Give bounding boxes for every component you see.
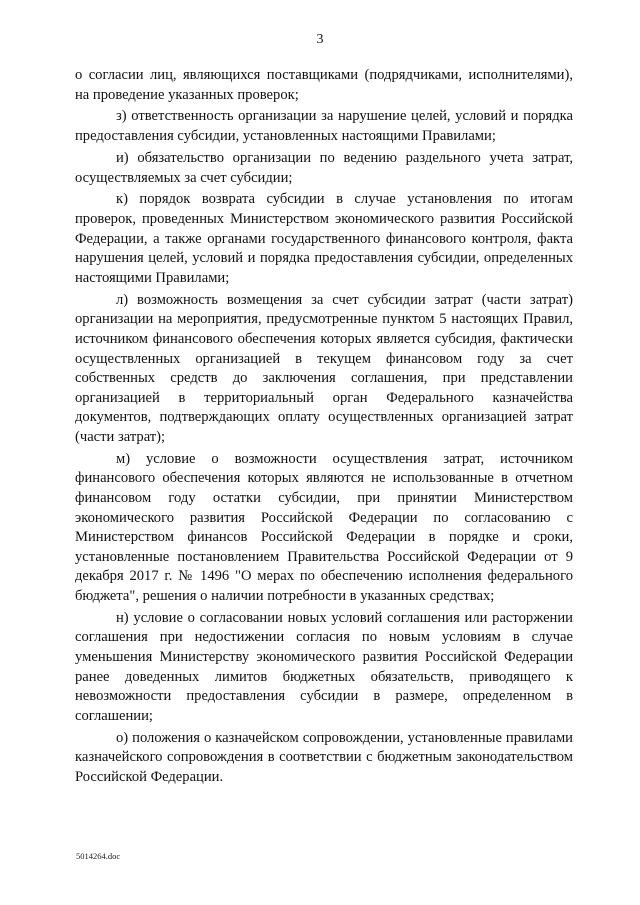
paragraph-continuation: о согласии лиц, являющихся поставщиками (подрядчиками, исполнителями), на проведение указанных проверок; (75, 67, 573, 103)
paragraph-i: и) обязательство организации по ведению раздельного учета затрат, осуществляемых за счет субсидии; (75, 149, 573, 186)
paragraph-n: н) условие о согласовании новых условий соглашения или расторжении соглашения при недостижении согласия по новым условиям в случае уменьшения Министерству экономического развития Российской Федерации ранее доведенных лимитов бюджетных обязательств, приводящего к невозможности предоставления субсидии в размере, определенном в соглашении; (75, 609, 573, 724)
paragraph-k: к) порядок возврата субсидии в случае установления по итогам проверок, проведенных Министерством экономического развития Российской Федерации, а также органами государственного финансового контроля, факта нарушения целей, условий и порядка предоставления субсидии, определенных настоящими Правилами; (75, 191, 573, 286)
page-number: 3 (316, 32, 324, 47)
paragraph-m: м) условие о возможности осуществления затрат, источником финансового обеспечения которых являются не использованные в отчетном финансовом году остатки субсидии, при принятии Министерством экономического развития Российской Федерации по согласованию с Министерством финансов Российской Федерации в порядке и сроки, установленные постановлением Правительства Российской Федерации от 9 декабря 2017 г. № 1496 "О мерах по обеспечению исполнения федерального бюджета", решения о наличии потребности в указанных средствах; (75, 450, 573, 604)
footer-filename: 5014264.doc (76, 851, 121, 861)
document-body (75, 66, 573, 790)
paragraph-l: л) возможность возмещения за счет субсидии затрат (части затрат) организации на мероприятия, предусмотренные пунктом 5 настоящих Правил, источником финансового обеспечения которых является субсидия, фактически осуществленных организацией в текущем финансовом году за счет собственных средств до заключения соглашения, при представлении организацией в территориальный орган Федерального казначейства документов, подтверждающих оплату осуществленных организацией затрат (части затрат); (75, 291, 573, 445)
paragraph-o: о) положения о казначейском сопровождении, установленные правилами казначейского сопровождения в соответствии с бюджетным законодательством Российской Федерации. (75, 729, 573, 785)
paragraph-z: з) ответственность организации за нарушение целей, условий и порядка предоставления субсидии, установленных настоящими Правилами; (75, 108, 573, 145)
